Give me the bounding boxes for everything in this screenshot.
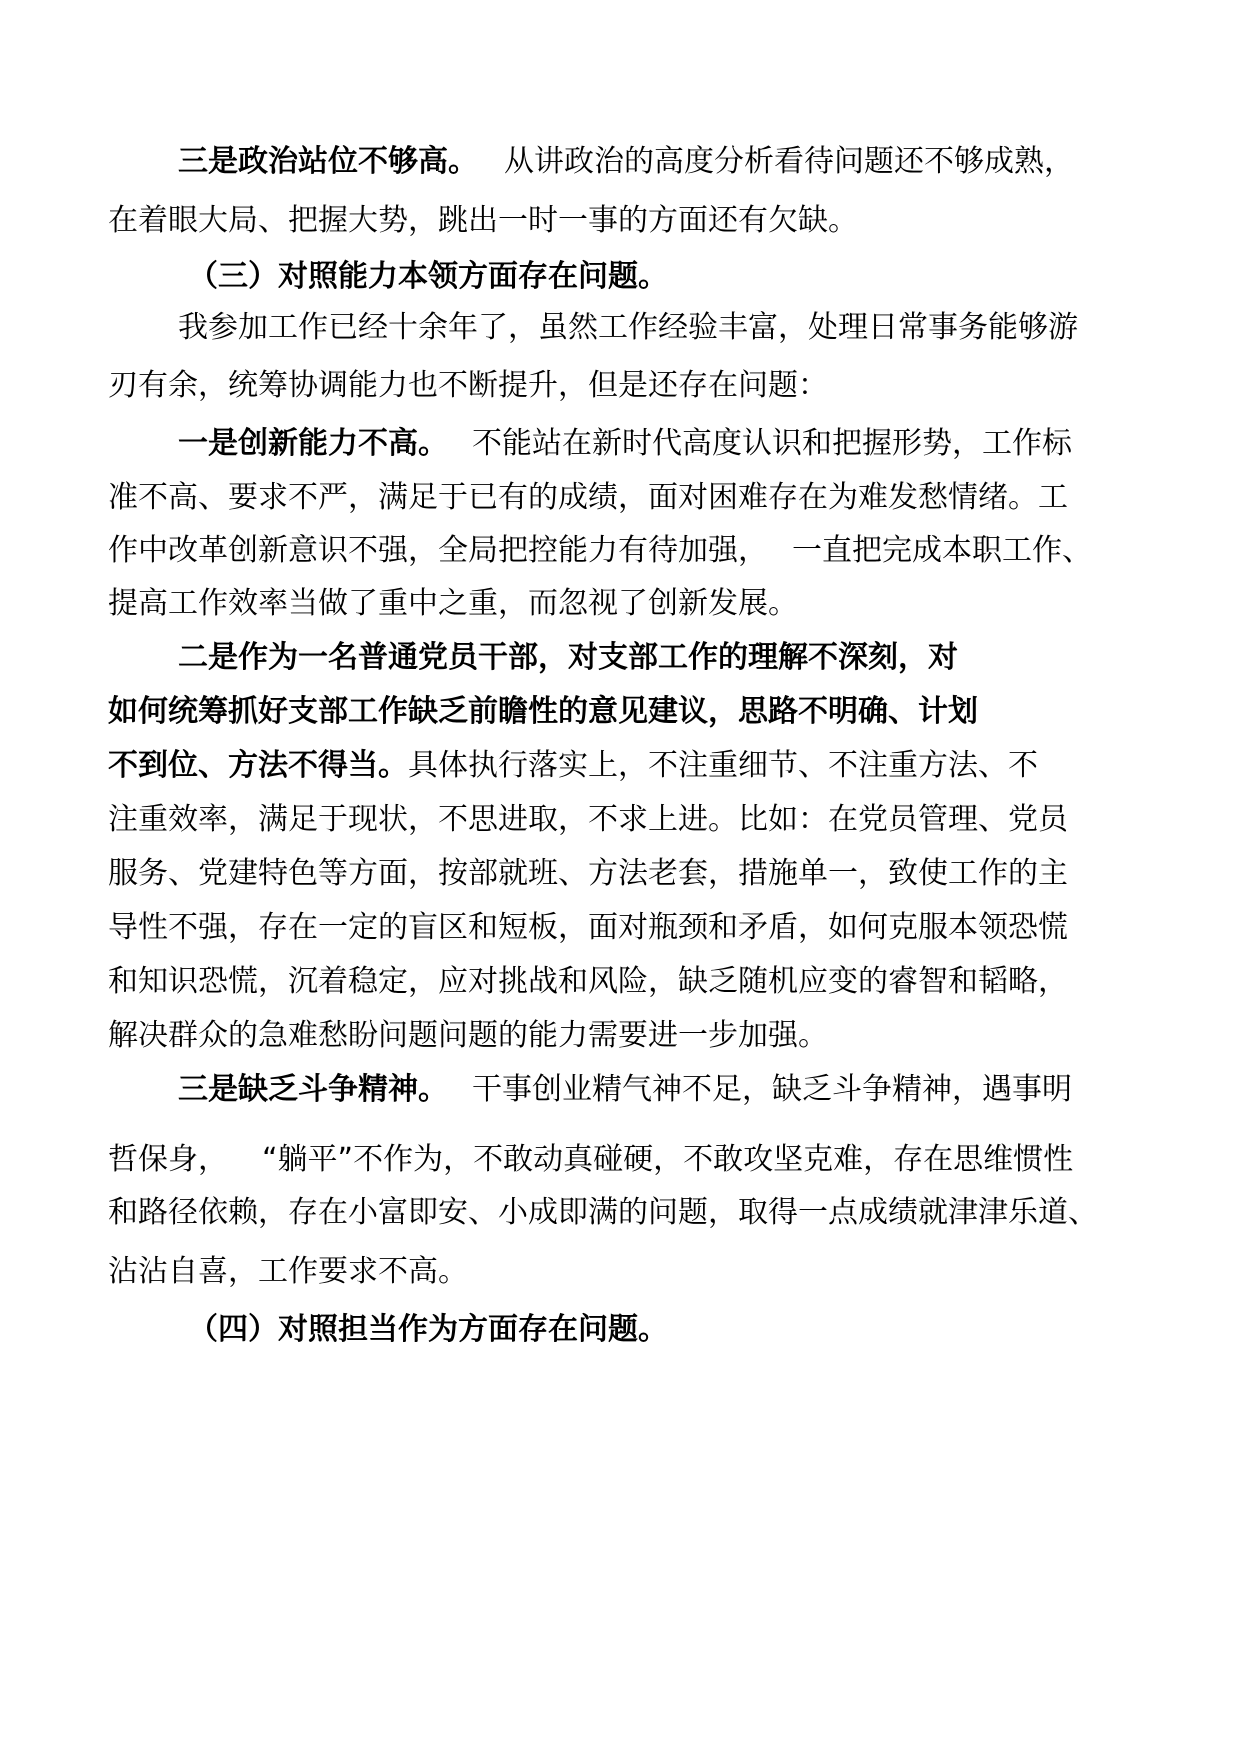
heading-text: （四）对照担当作为方面存在问题。 xyxy=(188,1312,668,1347)
paragraph-line xyxy=(178,638,958,678)
line-text: 一直把完成本职工作、 xyxy=(792,533,1092,568)
paragraph-line xyxy=(108,478,1068,518)
line-text: 注重效率，满足于现状，不思进取，不求上进。比如：在党员管理、党员 xyxy=(108,802,1068,837)
bold-lead: 一是创新能力不高。 xyxy=(178,426,448,461)
line-text: 我参加工作已经十余年了，虽然工作经验丰富，处理日常事务能够游 xyxy=(178,310,1078,345)
paragraph-line xyxy=(108,1140,1073,1180)
paragraph-line xyxy=(108,962,1068,1002)
bold-lead: 如何统筹抓好支部工作缺乏前瞻性的意见建议，思路不明确、计划 xyxy=(108,694,978,729)
line-text: 提高工作效率当做了重中之重，而忽视了创新发展。 xyxy=(108,586,798,621)
line-text: 具体执行落实上，不注重细节、不注重方法、不 xyxy=(408,748,1038,783)
paragraph-line xyxy=(108,531,1092,571)
line-text: “躺平”不作为，不敢动真碰硬，不敢攻坚克难，存在思维惯性 xyxy=(262,1142,1074,1177)
paragraph-line xyxy=(108,584,798,624)
line-text: 和知识恐慌，沉着稳定，应对挑战和风险，缺乏随机应变的睿智和韬略， xyxy=(108,964,1068,999)
line-text: 服务、党建特色等方面，按部就班、方法老套，措施单一，致使工作的主 xyxy=(108,856,1068,891)
paragraph-line xyxy=(178,424,1072,464)
paragraph-line xyxy=(108,854,1068,894)
line-text: 干事创业精气神不足，缺乏斗争精神，遇事明 xyxy=(472,1072,1072,1107)
bold-lead: 三是政治站位不够高。 xyxy=(178,144,478,179)
bold-lead: 三是缺乏斗争精神。 xyxy=(178,1072,448,1107)
line-text: 导性不强，存在一定的盲区和短板，面对瓶颈和矛盾，如何克服本领恐慌 xyxy=(108,910,1068,945)
paragraph-line xyxy=(108,1193,1098,1233)
paragraph-line xyxy=(108,746,1038,786)
line-text: 解决群众的急难愁盼问题问题的能力需要进一步加强。 xyxy=(108,1018,828,1053)
line-text: 在着眼大局、把握大势，跳出一时一事的方面还有欠缺。 xyxy=(108,203,858,238)
section-heading xyxy=(188,257,668,297)
section-heading xyxy=(188,1310,668,1350)
line-text: 从讲政治的高度分析看待问题还不够成熟， xyxy=(504,144,1074,179)
paragraph-line xyxy=(108,692,978,732)
paragraph-line xyxy=(108,1252,468,1292)
paragraph-line xyxy=(108,201,858,241)
paragraph-line xyxy=(178,308,1078,348)
heading-text: （三）对照能力本领方面存在问题。 xyxy=(188,259,668,294)
paragraph-line xyxy=(108,800,1068,840)
paragraph-line xyxy=(108,1016,828,1056)
line-text: 沾沾自喜，工作要求不高。 xyxy=(108,1254,468,1289)
line-text: 和路径依赖，存在小富即安、小成即满的问题，取得一点成绩就津津乐道、 xyxy=(108,1195,1098,1230)
line-text: 哲保身， xyxy=(108,1142,228,1177)
paragraph-line xyxy=(108,908,1068,948)
line-text: 准不高、要求不严，满足于已有的成绩，面对困难存在为难发愁情绪。工 xyxy=(108,480,1068,515)
line-text: 作中改革创新意识不强，全局把控能力有待加强， xyxy=(108,533,768,568)
bold-lead: 不到位、方法不得当。 xyxy=(108,748,408,783)
paragraph-line xyxy=(178,1070,1072,1110)
paragraph-line xyxy=(108,366,828,406)
bold-lead: 二是作为一名普通党员干部，对支部工作的理解不深刻，对 xyxy=(178,640,958,675)
line-text: 不能站在新时代高度认识和把握形势，工作标 xyxy=(472,426,1072,461)
paragraph-line xyxy=(178,142,1074,182)
line-text: 刃有余，统筹协调能力也不断提升，但是还存在问题： xyxy=(108,368,828,403)
